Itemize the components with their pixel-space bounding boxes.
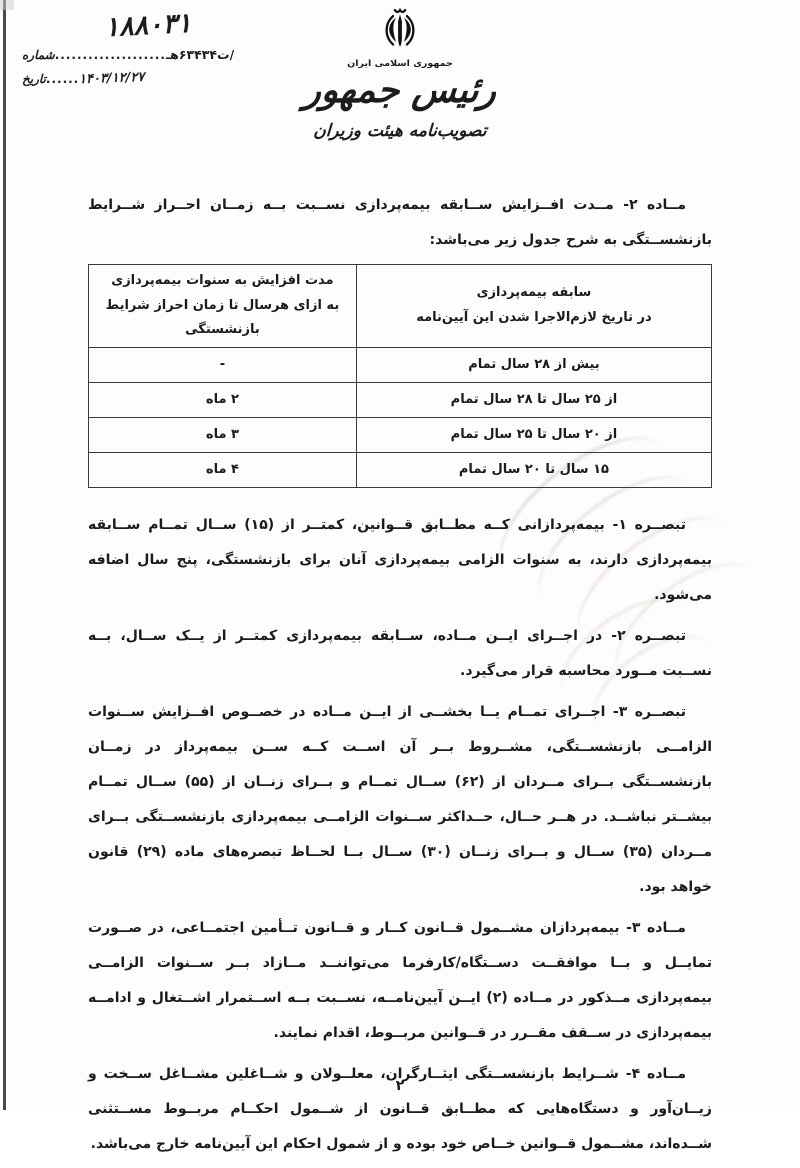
table-row (89, 418, 712, 453)
table-row (89, 348, 712, 383)
increase-cell: ۲ ماه (89, 383, 357, 418)
header-history-cell (356, 265, 711, 348)
header-increase-line2: به ازای هرسال تا زمان احراز شرایط بازنشستگی (105, 297, 340, 338)
note-3-lead: تبصــره ۳- (612, 704, 686, 721)
note-2-lead: تبصــره ۲- (611, 628, 686, 645)
number-dotted-line: .................... (54, 48, 166, 62)
article-3-text: بیمه‌پردازان مشــمول قــانون کــار و قــانون تــأمین اجتمــاعی، در صــورت تمایــل و بــا موافقــت دســتگاه/کارفرما می‌تواننــد مــازاد بــر ســنوات الزامــی بیمه‌پردازی مــذکور در مــاده (۲) ایــن آیین‌نامــه، نســبت بــه اســتمرار اشــتغال و ادامــه بیمه‌پردازی در ســقف مقــرر در قــوانین مربــوط، اقدام نمایند. (88, 920, 712, 1042)
history-cell: ۱۵ سال تا ۲۰ سال تمام (356, 453, 711, 488)
scan-edge-artifact (3, 0, 6, 1110)
article-4-text: شــرایط بازنشســتگی ایثــارگران، معلــولان و شــاغلین مشــاغل ســخت و زیــان‌آور و دستگاه‌هایی که مطــابق قــانون از شــمول احکــام مربــوط مســتثنی شــده‌اند، مشــمول قــوانین خــاص خود بوده و از شمول احکام این آیین‌نامه خارج می‌باشد. (88, 1066, 712, 1153)
letterhead-doc-type: تصویب‌نامه هیئت وزیران (312, 120, 488, 141)
note-2-text: در اجــرای ایــن مــاده، ســابقه بیمه‌پردازی کمتــر از یــک ســال، بــه نســبت مــورد محاسبه قرار می‌گیرد. (88, 628, 712, 680)
date-dotted-line: ...... (45, 72, 80, 86)
article-2-lead: مــاده ۲- (623, 197, 686, 213)
history-cell: از ۲۵ سال تا ۲۸ سال تمام (356, 383, 711, 418)
decree-number-suffix: /ت۶۳۴۳۴هـ (165, 47, 235, 62)
header-history-line1: سابقه بیمه‌پردازی (476, 285, 592, 301)
note-1-text: بیمه‌پردازانی کــه مطــابق قــوانین، کمتــر از (۱۵) ســال تمــام ســابقه بیمه‌پردازی دارند، به سنوات الزامی بیمه‌پردازی آنان برای بازنشستگی، پنج سال اضافه می‌شود. (88, 517, 712, 604)
handwritten-date: ۱۴۰۳/۱۲/۲۷ (79, 69, 145, 88)
iran-emblem-icon (381, 6, 419, 56)
letterhead-office-calligraphy: رئیس جمهور (302, 70, 498, 111)
note-1-lead: تبصــره ۱- (612, 517, 686, 534)
number-label: شماره (22, 48, 55, 62)
table-row (89, 383, 712, 418)
article-2-paragraph (88, 188, 712, 258)
increase-cell: ۴ ماه (89, 453, 357, 488)
letterhead (0, 6, 800, 141)
article-4-lead: مــاده ۴- (625, 1066, 686, 1083)
date-label: تاریخ (22, 72, 46, 86)
header-increase-line1: مدت افزایش به سنوات بیمه‌پردازی (111, 273, 334, 288)
note-1-paragraph (88, 508, 712, 613)
history-cell: از ۲۰ سال تا ۲۵ سال تمام (356, 418, 711, 453)
page-number: ۲ (395, 1078, 405, 1094)
pension-increase-table (88, 264, 712, 488)
history-cell: بیش از ۲۸ سال تمام (356, 348, 711, 383)
note-3-paragraph (88, 695, 712, 905)
letterhead-country: جمهوری اسلامی ایران (347, 58, 453, 69)
article-3-lead: مــاده ۳- (626, 920, 686, 937)
article-3-paragraph (88, 911, 712, 1051)
article-2-text: مــدت افــزایش ســابقه بیمه‌پردازی نســبت بــه زمــان احــراز شــرایط بازنشســتگی به شرح جدول زیر می‌باشد: (88, 197, 712, 248)
note-2-paragraph (88, 619, 712, 689)
note-3-text: اجــرای تمــام یــا بخشــی از ایــن مــاده در خصــوص افــزایش ســنوات الزامــی بازنشســتگی، مشــروط بــر آن اســت کــه ســن بیمه‌پرداز در زمــان بازنشســتگی بــرای مــردان از (۶۲) ســال تمــام و بــرای زنــان از (۵۵) ســال تمــام بیشــتر نباشــد. در هــر حــال، حــداکثر ســنوات الزامــی بیمه‌پردازی بازنشســتگی بــرای مــردان (۳۵) ســال و بــرای زنــان (۳۰) ســال بــا لحــاظ تبصره‌های ماده (۲۹) قانون خواهد بود. (88, 704, 712, 896)
increase-cell: - (89, 348, 357, 383)
increase-cell: ۳ ماه (89, 418, 357, 453)
document-body (88, 188, 712, 1168)
header-history-line2: در تاریخ لازم‌الاجرا شدن این آیین‌نامه (416, 310, 652, 326)
handwritten-decree-number: ۱۸۸۰۳۱ (103, 7, 193, 44)
header-increase-cell (89, 265, 357, 348)
table-header-row (89, 265, 712, 348)
table-row (89, 453, 712, 488)
